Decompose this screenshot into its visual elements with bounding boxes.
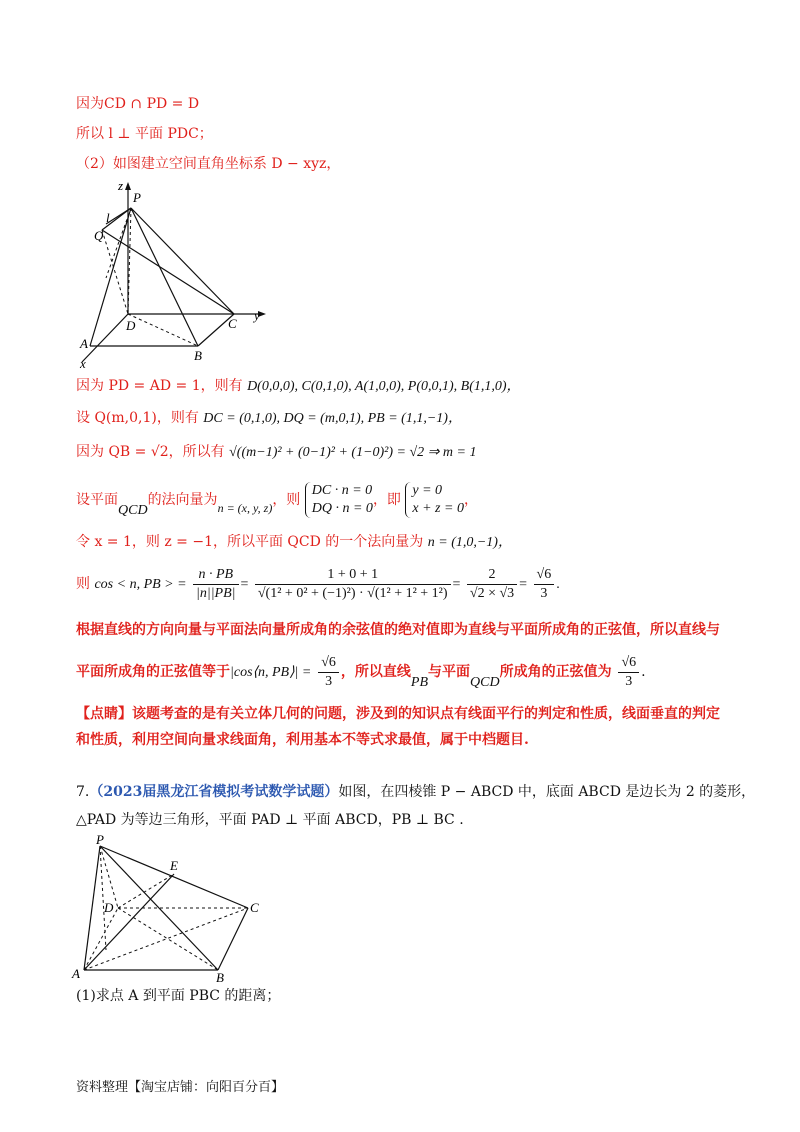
- line-7-end: ，: [463, 492, 478, 508]
- point-b-label: B: [194, 348, 202, 363]
- fig2-point-a-label: A: [72, 966, 80, 981]
- question-7-source: （2023届黑龙江省模拟考试数学试题）: [89, 784, 339, 800]
- point-p-label: P: [133, 190, 141, 205]
- paragraph-2-end: .: [641, 664, 646, 680]
- axis-y-label: y: [254, 308, 260, 323]
- line-6-math: √((m−1)² + (0−1)² + (1−0)²) = √2 ⇒ m = 1: [229, 445, 477, 460]
- fig2-point-p-label: P: [96, 832, 104, 847]
- text-line-5: [76, 408, 462, 429]
- paragraph-2-b: ，所以直线: [340, 664, 411, 680]
- paragraph-2-c: 与平面: [428, 664, 471, 680]
- question-7-line-1: [76, 782, 755, 802]
- line-5-prefix: 设 Q(m,0,1)，则有: [76, 410, 204, 426]
- paragraph-2-fraction-den: 3: [325, 673, 333, 689]
- paragraph-2-fraction-num: √6: [318, 654, 339, 673]
- question-7-text-a: 如图，在四棱锥 P − ABCD 中，底面 ABCD 是边长为 2 的菱形，: [338, 784, 756, 800]
- fig2-point-c-label: C: [250, 900, 259, 915]
- paragraph-1: 根据直线的方向向量与平面法向量所成角的余弦值的绝对值即为直线与平面所成角的正弦值，所以直线与: [76, 622, 720, 638]
- line-4-math: D(0,0,0), C(0,1,0), A(1,0,0), P(0,0,1), B(1,1,0)，: [247, 379, 521, 394]
- axis-x-label: x: [80, 356, 86, 370]
- point-a-label: A: [80, 336, 88, 351]
- line-7-jiyou: ，即: [372, 492, 401, 508]
- point-d-label: D: [126, 318, 136, 333]
- fig2-point-e-label: E: [170, 858, 178, 873]
- fraction-2-num: 1 + 0 + 1: [255, 566, 451, 585]
- axis-z-label: z: [118, 178, 124, 193]
- text-line-8: [76, 532, 512, 553]
- fraction-1-num: n · PB: [193, 566, 239, 585]
- line-7-vec: n = (x, y, z): [217, 501, 273, 515]
- text-line-1: 因为CD ∩ PD = D: [76, 96, 200, 112]
- text-line-2: 所以 l ⊥ 平面 PDC；: [76, 126, 213, 142]
- dianjing-line-2: 和性质，利用空间向量求线面角，利用基本不等式求最值，属于中档题目.: [76, 732, 529, 748]
- fraction-2: [255, 566, 451, 603]
- paragraph-2-pb: PB: [410, 675, 429, 690]
- fraction-2-den: √(1² + 0² + (−1)²) · √(1² + 1² + 1²): [257, 585, 448, 601]
- question-7-part-1: (1)求点 A 到平面 PBC 的距离；: [76, 988, 281, 1004]
- fraction-1: [193, 566, 239, 603]
- paragraph-2-abs: |cos⟨n, PB⟩| =: [230, 665, 312, 680]
- point-c-label: C: [228, 316, 237, 331]
- fig2-point-b-label: B: [216, 970, 224, 982]
- fraction-4-den: 3: [540, 585, 548, 601]
- text-line-7: [76, 480, 478, 531]
- line-9-prefix: 则: [76, 576, 95, 592]
- paragraph-2-qcd: QCD: [470, 675, 500, 690]
- fraction-3-den: √2 × √3: [469, 585, 515, 601]
- fraction-4: [534, 566, 555, 603]
- paragraph-2-fraction: [318, 654, 339, 691]
- system-1: [305, 482, 373, 518]
- paragraph-2-fraction-2-num: √6: [618, 654, 639, 673]
- paragraph-2-fraction-2: [618, 654, 639, 691]
- line-7-mid: 的法向量为: [147, 492, 218, 508]
- line-9-lhs: cos < n, PB > =: [94, 577, 187, 592]
- text-line-6: [76, 442, 476, 463]
- line-l-label: l: [106, 210, 110, 225]
- line-6-prefix: 因为 QB = √2，所以有: [76, 444, 230, 460]
- text-line-3: （2）如图建立空间直角坐标系 D − xyz，: [76, 156, 341, 172]
- system-1-eq-a: DC · n = 0: [311, 483, 373, 498]
- paragraph-2-d: 所成角的正弦值为: [499, 664, 612, 680]
- question-7-line-2: △PAD 为等边三角形，平面 PAD ⊥ 平面 ABCD，PB ⊥ BC .: [76, 812, 464, 828]
- question-7-number: 7.: [76, 784, 90, 800]
- fraction-1-den: |n||PB|: [196, 585, 236, 601]
- system-1-eq-b: DQ · n = 0: [311, 501, 373, 516]
- text-line-4: [76, 376, 521, 397]
- point-q-label: Q: [94, 228, 104, 243]
- dianjing-line-1: 【点睛】该题考查的是有关立体几何的问题，涉及到的知识点有线面平行的判定和性质，线面垂直的判定: [76, 706, 720, 722]
- fig2-point-d-label: D: [104, 900, 114, 915]
- page-footer: 资料整理【淘宝店铺：向阳百分百】: [76, 1080, 285, 1095]
- line-7-plane: QCD: [118, 503, 148, 518]
- line-7-then: ，则: [272, 492, 301, 508]
- line-4-prefix: 因为 PD = AD = 1，则有: [76, 378, 248, 394]
- system-2: [405, 482, 464, 518]
- line-7-prefix: 设平面: [76, 492, 118, 508]
- fraction-3-num: 2: [467, 566, 517, 585]
- paragraph-2: [76, 652, 646, 703]
- paragraph-2-fraction-2-den: 3: [625, 673, 633, 689]
- line-8-a: 令 x = 1，则 z = −1，所以平面 QCD 的一个法向量为: [76, 534, 428, 550]
- line-8-b: n = (1,0,−1)，: [427, 535, 512, 550]
- system-2-eq-a: y = 0: [412, 483, 443, 498]
- text-line-9: 则 cos < n, PB > = $\frac{n \cdot PB}{|n||PB|}$ = $\frac{1 + 0 + 1}{\text{√(1² + 0² + (−1)²) · √(1² + 1² + 1²)}}$ = $\frac{2}{√2 \times √3}$ = $\frac{√6}{3}$ .: [76, 566, 560, 601]
- system-2-eq-b: x + z = 0: [412, 501, 464, 516]
- figure-coordinate-pyramid: [76, 178, 276, 370]
- paragraph-2-a: 平面所成角的正弦值等于: [76, 664, 230, 680]
- fraction-4-num: √6: [534, 566, 555, 585]
- line-5-math: DC = (0,1,0), DQ = (m,0,1), PB = (1,1,−1)，: [203, 411, 462, 426]
- figure-pyramid-pabcd: [70, 832, 270, 982]
- fraction-3: [467, 566, 517, 603]
